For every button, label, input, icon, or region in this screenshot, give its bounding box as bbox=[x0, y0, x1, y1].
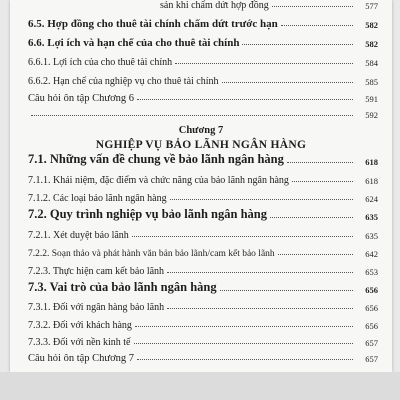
toc-text: 7.3.2. Đối với khách hàng bbox=[28, 320, 132, 331]
toc-text: 6.6. Lợi ích và hạn chế của cho thuê tài chính bbox=[28, 37, 240, 49]
dot-leader bbox=[281, 25, 353, 26]
toc-page-number: 582 bbox=[365, 20, 378, 30]
toc-line-7-3-2 bbox=[28, 313, 378, 331]
toc-line-6-5 bbox=[28, 12, 378, 30]
dot-leader bbox=[132, 236, 353, 237]
toc-page-number: 585 bbox=[365, 77, 378, 87]
dot-leader bbox=[170, 199, 353, 200]
toc-text: Câu hỏi ôn tập Chương 6 bbox=[28, 93, 135, 104]
toc-page-number: 582 bbox=[365, 39, 378, 49]
toc-page-number: 624 bbox=[365, 194, 378, 204]
toc-text: 7.2.1. Xét duyệt bảo lãnh bbox=[28, 230, 129, 241]
toc-page-number: 656 bbox=[365, 303, 378, 313]
toc-page-number: 657 bbox=[365, 338, 378, 348]
toc-line-7-1-2 bbox=[28, 186, 378, 204]
toc-line-7-2-3 bbox=[28, 259, 378, 277]
toc-text: 7.1.2. Các loại bảo lãnh ngân hàng bbox=[28, 193, 167, 204]
dot-leader bbox=[137, 99, 353, 100]
toc-line-7-1 bbox=[28, 149, 378, 167]
chapter-number: Chương 7 bbox=[178, 125, 224, 136]
toc-page-number: 618 bbox=[365, 176, 378, 186]
toc-page-number: 592 bbox=[365, 110, 378, 120]
dot-leader bbox=[31, 115, 353, 116]
dot-leader bbox=[175, 63, 353, 64]
toc-line-7-1-1 bbox=[28, 168, 378, 186]
dot-leader bbox=[167, 272, 353, 273]
toc-text: 7.2. Quy trình nghiệp vụ bảo lãnh ngân hàng bbox=[28, 207, 267, 221]
toc-line-cut bbox=[160, 0, 378, 11]
toc-text: 7.2.3. Thực hiện cam kết bảo lãnh bbox=[28, 266, 165, 277]
dot-leader bbox=[287, 162, 353, 163]
toc-page-number: 642 bbox=[365, 249, 378, 259]
toc-text: 7.1.1. Khái niệm, đặc điểm và chức năng của bảo lãnh ngân hàng bbox=[28, 175, 289, 186]
toc-line-6-6 bbox=[28, 31, 378, 49]
toc-line-6-6-1 bbox=[28, 50, 378, 68]
toc-page-number: 591 bbox=[365, 94, 378, 104]
dot-leader bbox=[137, 359, 353, 360]
toc-line-6-6-2 bbox=[28, 69, 378, 87]
dot-leader bbox=[242, 44, 353, 45]
book-page bbox=[10, 0, 392, 372]
toc-page-number: 656 bbox=[365, 321, 378, 331]
dot-leader bbox=[270, 217, 353, 218]
dot-leader bbox=[222, 82, 354, 83]
toc-line-review-7 bbox=[28, 346, 378, 364]
toc-page-number: 656 bbox=[365, 285, 378, 295]
dot-leader bbox=[272, 6, 353, 7]
toc-page-number: 635 bbox=[365, 231, 378, 241]
toc-line-7-3-1 bbox=[28, 295, 378, 313]
toc-line-7-2 bbox=[28, 204, 378, 222]
toc-page-number: 577 bbox=[365, 1, 378, 11]
dot-leader bbox=[135, 326, 353, 327]
dot-leader bbox=[278, 254, 353, 255]
dot-leader bbox=[220, 290, 353, 291]
next-page-area bbox=[0, 372, 400, 400]
toc-line-blank bbox=[28, 102, 378, 120]
chapter-title: NGHIỆP VỤ BẢO LÃNH NGÂN HÀNG bbox=[95, 139, 307, 151]
toc-line-7-3 bbox=[28, 277, 378, 295]
toc-text: 6.6.1. Lợi ích của cho thuê tài chính bbox=[28, 57, 173, 68]
toc-text: 6.5. Hợp đồng cho thuê tài chính chấm dứt trước hạn bbox=[28, 18, 278, 30]
toc-page-number: 635 bbox=[365, 212, 378, 222]
toc-page-number: 618 bbox=[365, 157, 378, 167]
toc-text: 6.6.2. Hạn chế của nghiệp vụ cho thuê tài chính bbox=[28, 76, 219, 87]
toc-text: Câu hỏi ôn tập Chương 7 bbox=[28, 353, 135, 364]
dot-leader bbox=[134, 343, 354, 344]
toc-text: 7.3.3. Đối với nền kinh tế bbox=[28, 337, 131, 348]
toc-text: sản khi chấm dứt hợp đồng bbox=[160, 0, 269, 11]
toc-line-7-2-1 bbox=[28, 223, 378, 241]
toc-text: 7.3.1. Đối với ngân hàng bảo lãnh bbox=[28, 302, 165, 313]
toc-text: 7.3. Vai trò của bảo lãnh ngân hàng bbox=[28, 280, 217, 294]
dot-leader bbox=[292, 181, 353, 182]
toc-line-7-2-2 bbox=[28, 241, 378, 259]
toc-text: 7.1. Những vấn đề chung về bảo lãnh ngân hàng bbox=[28, 152, 284, 166]
dot-leader bbox=[167, 308, 353, 309]
toc-page-number: 584 bbox=[365, 58, 378, 68]
toc-page-number: 653 bbox=[365, 267, 378, 277]
toc-page-number: 657 bbox=[365, 354, 378, 364]
toc-text: 7.2.2. Soạn thảo và phát hành văn bản bảo lãnh/cam kết bảo lãnh bbox=[28, 249, 275, 259]
